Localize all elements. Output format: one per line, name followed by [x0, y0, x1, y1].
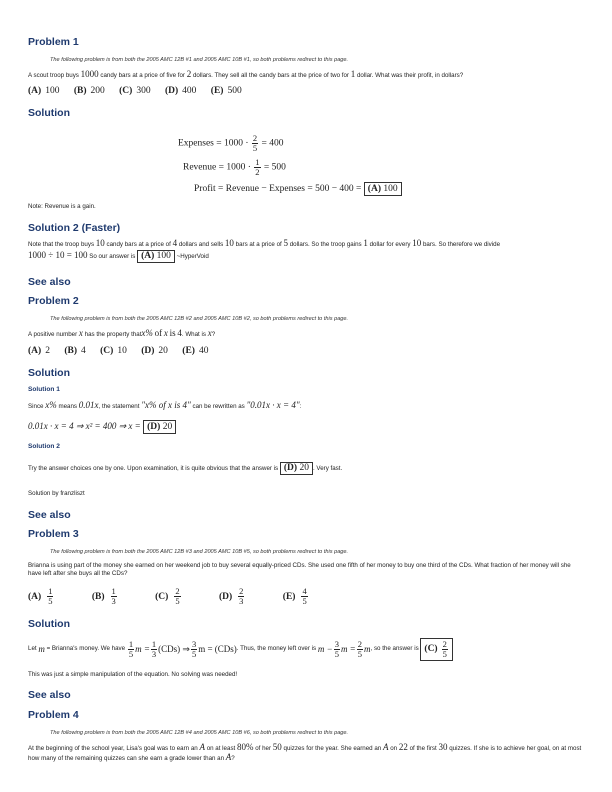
problem-3-title: Problem 3	[28, 528, 79, 540]
solution-p2-author: Solution by franzliszt	[28, 490, 85, 497]
choice-b: (B) $\frac{1}{3}$	[91, 586, 116, 606]
solution-2-title: Solution 2 (Faster)	[28, 222, 121, 234]
problem-1-title: Problem 1	[28, 36, 79, 48]
see-also-3[interactable]: See also	[28, 689, 71, 701]
solution-p2-chain: 0.01x · x = 4 ⇒ x² = 400 ⇒ x = (D) 20	[28, 420, 176, 434]
solution-3-after: This was just a simple manipulation of the equation. No solving was needed!	[28, 671, 238, 678]
revenue-equation: Revenue = 1000 · $\frac{1}{2}$ = 500	[183, 157, 286, 177]
problem-3-note: The following problem is from both the 2005 AMC 12B #3 and 2005 AMC 10B #5, so both problems redirect to this page.	[50, 549, 349, 555]
choice-c: (C) 300	[119, 86, 151, 96]
choice-a: (A) 100	[28, 86, 60, 96]
solution-3-title: Solution	[28, 618, 70, 630]
problem-4-title: Problem 4	[28, 709, 79, 721]
choice-e: (E) $\frac{4}{5}$	[282, 586, 307, 606]
profit-equation: Profit = Revenue − Expenses = 500 − 400 = (A) 100	[194, 182, 402, 196]
problem-3-text: Brianna is using part of the money she earned on her weekend job to buy several equally-priced CDs. She used one fifth of her money to buy one third of the CDs. What fraction of her money will she have left after she buys all the CDs?	[28, 562, 571, 577]
problem-2-note: The following problem is from both the 2005 AMC 12B #2 and 2005 AMC 10B #2, so both problems redirect to this page.	[50, 316, 349, 322]
choice-b: (B) 4	[64, 346, 86, 356]
answer-box: (D) 20	[280, 462, 313, 475]
solution-1-title: Solution	[28, 107, 70, 119]
see-also-2[interactable]: See also	[28, 509, 71, 521]
problem-2-choices	[28, 346, 220, 356]
solution-p2-sub2: Solution 2	[28, 443, 60, 450]
expenses-equation: Expenses = 1000 · $\frac{2}{5}$ = 400	[178, 133, 284, 153]
solution-p2-try: Try the answer choices one by one. Upon examination, it is quite obvious that the answer is (D) 20 . Very fast.	[28, 463, 343, 473]
solution-3-text: Let m = Brianna's money. We have $\frac{1}{5}$ m = $\frac{1}{3}$ (CDs) ⇒ $\frac{3}{5}$ m = (CDs) . Thus, the money left over is m − $\frac{3}{5}$ m = $\frac{2}{5}$ m , so the answer is (C) $\frac{2}{5}$	[28, 638, 453, 661]
solution-2-text: Note that the troop buys 10 candy bars at a price of 4 dollars and sells 10 bars at a price of 5 dollars. So the troop gains 1 dollar for every 10 bars. So therefore we divide	[28, 238, 501, 248]
problem-1-text: A scout troop buys 1000 candy bars at a price of five for 2 dollars. They sell all the candy bars at the price of two for 1 dollar. What was their profit, in dollars?	[28, 69, 464, 79]
choice-c: (C) 10	[100, 346, 127, 356]
problem-4-text: At the beginning of the school year, Lisa's goal was to earn an A on at least 80% of her 50 quizzes for the year. She earned an A on 22 of the first 30 quizzes. If she is to achieve her goal, on at most how many of the remaining quizzes can she earn a grade lower than an A?	[28, 742, 582, 762]
answer-box: (D) 20	[143, 420, 176, 434]
choice-d: (D) $\frac{2}{3}$	[218, 586, 244, 606]
solution-p2-text: Since x% means 0.01x, the statement "x% of x is 4" can be rewritten as "0.01x · x = 4":	[28, 400, 302, 410]
choice-d: (D) 400	[164, 86, 197, 96]
answer-box: (A) 100	[364, 182, 402, 196]
choice-a: (A) $\frac{1}{5}$	[28, 586, 53, 606]
problem-2-text: A positive number x has the property thatx% of x is 4. What is x?	[28, 328, 216, 338]
choice-e: (E) 500	[210, 86, 242, 96]
choice-c: (C) $\frac{2}{5}$	[155, 586, 180, 606]
answer-box: (C) $\frac{2}{5}$	[420, 638, 452, 661]
solution-2-text-line2: 1000 ÷ 10 = 100 So our answer is (A) 100 ~HyperVoid	[28, 250, 209, 261]
see-also-1[interactable]: See also	[28, 276, 71, 288]
choice-d: (D) 20	[141, 346, 168, 356]
answer-box: (A) 100	[137, 250, 175, 263]
problem-4-note: The following problem is from both the 2005 AMC 12B #4 and 2005 AMC 10B #6, so both problems redirect to this page.	[50, 730, 349, 736]
solution-1-note: Note: Revenue is a gain.	[28, 203, 96, 210]
solution-p2-sub1: Solution 1	[28, 386, 60, 393]
choice-a: (A) 2	[28, 346, 50, 356]
choice-b: (B) 200	[73, 86, 105, 96]
solution-p2-title: Solution	[28, 367, 70, 379]
problem-3-choices	[28, 587, 344, 606]
problem-1-choices	[28, 86, 254, 96]
problem-1-note: The following problem is from both the 2005 AMC 12B #1 and 2005 AMC 10B #1, so both problems redirect to this page.	[50, 57, 349, 63]
problem-2-title: Problem 2	[28, 295, 79, 307]
choice-e: (E) 40	[182, 346, 209, 356]
